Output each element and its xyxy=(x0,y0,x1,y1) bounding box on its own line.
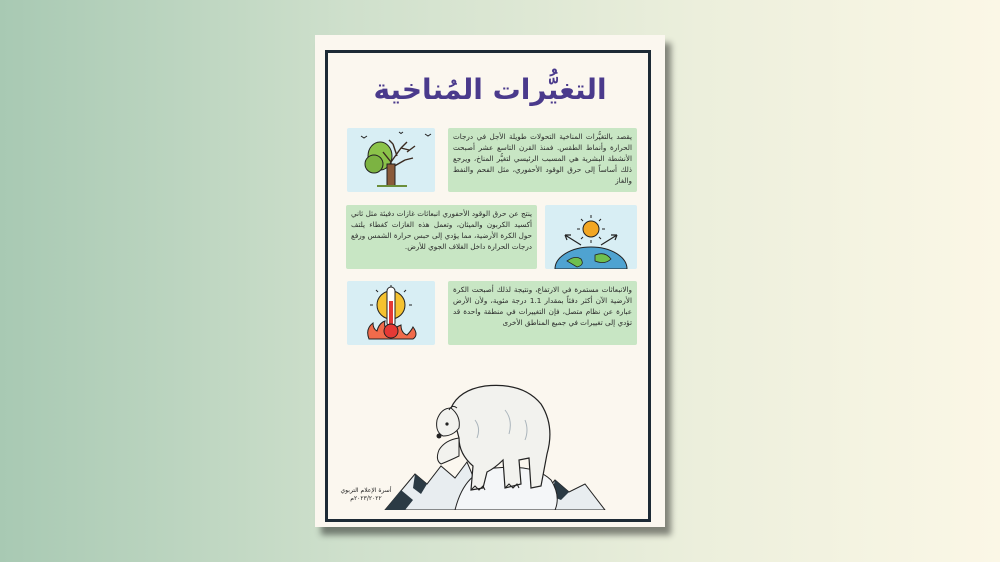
credit-line-2: ٢٠٢٣/٢٠٢٢م xyxy=(350,495,382,502)
poster-title: التغيُّرات المُناخية xyxy=(373,73,607,106)
paragraph-3: والانبعاثات مستمرة في الارتفاع، ونتيجة لذلك أصبحت الكرة الأرضية الآن أكثر دفئاً بمقدار 1.1 درجة مئوية، ولأن الأرض عبارة عن نظام متصل، فإن التغييرات في منطقة واحدة قد تؤدي إلى تغييرات في جميع المناطق الأخرى xyxy=(448,281,637,345)
credit-line-1: أسرة الإعلام التربوي xyxy=(340,487,392,494)
paragraph-2: ينتج عن حرق الوقود الأحفوري انبعاثات غازات دفيئة مثل ثاني أكسيد الكربون والميثان، وتعمل هذه الغازات كغطاء يلتف حول الكرة الأرضية، مما يؤدي إلى حبس حرارة الشمس ورفع درجات الحرارة داخل الغلاف الجوي للأرض. xyxy=(346,205,537,269)
thermometer-icon-box xyxy=(347,281,435,345)
polar-bear-illustration xyxy=(355,350,611,510)
earth-icon-box xyxy=(545,205,637,269)
earth-sun-arrows-icon xyxy=(545,205,637,269)
credit-text xyxy=(336,487,396,503)
tree-icon-box xyxy=(347,128,435,192)
tree-half-dead-icon xyxy=(347,128,435,192)
poster xyxy=(315,35,665,527)
paragraph-1: يقصد بالتغيُّرات المناخية التحولات طويلة الأجل في درجات الحرارة وأنماط الطقس. فمنذ القرن التاسع عشر أصبحت الأنشطة البشرية هي المسبب الرئيسي لتغيُّر المناخ، ويرجع ذلك أساساً إلى حرق الوقود الأحفوري، مثل الفحم والنفط والغاز xyxy=(448,128,637,192)
thermometer-sun-fire-icon xyxy=(347,281,435,345)
